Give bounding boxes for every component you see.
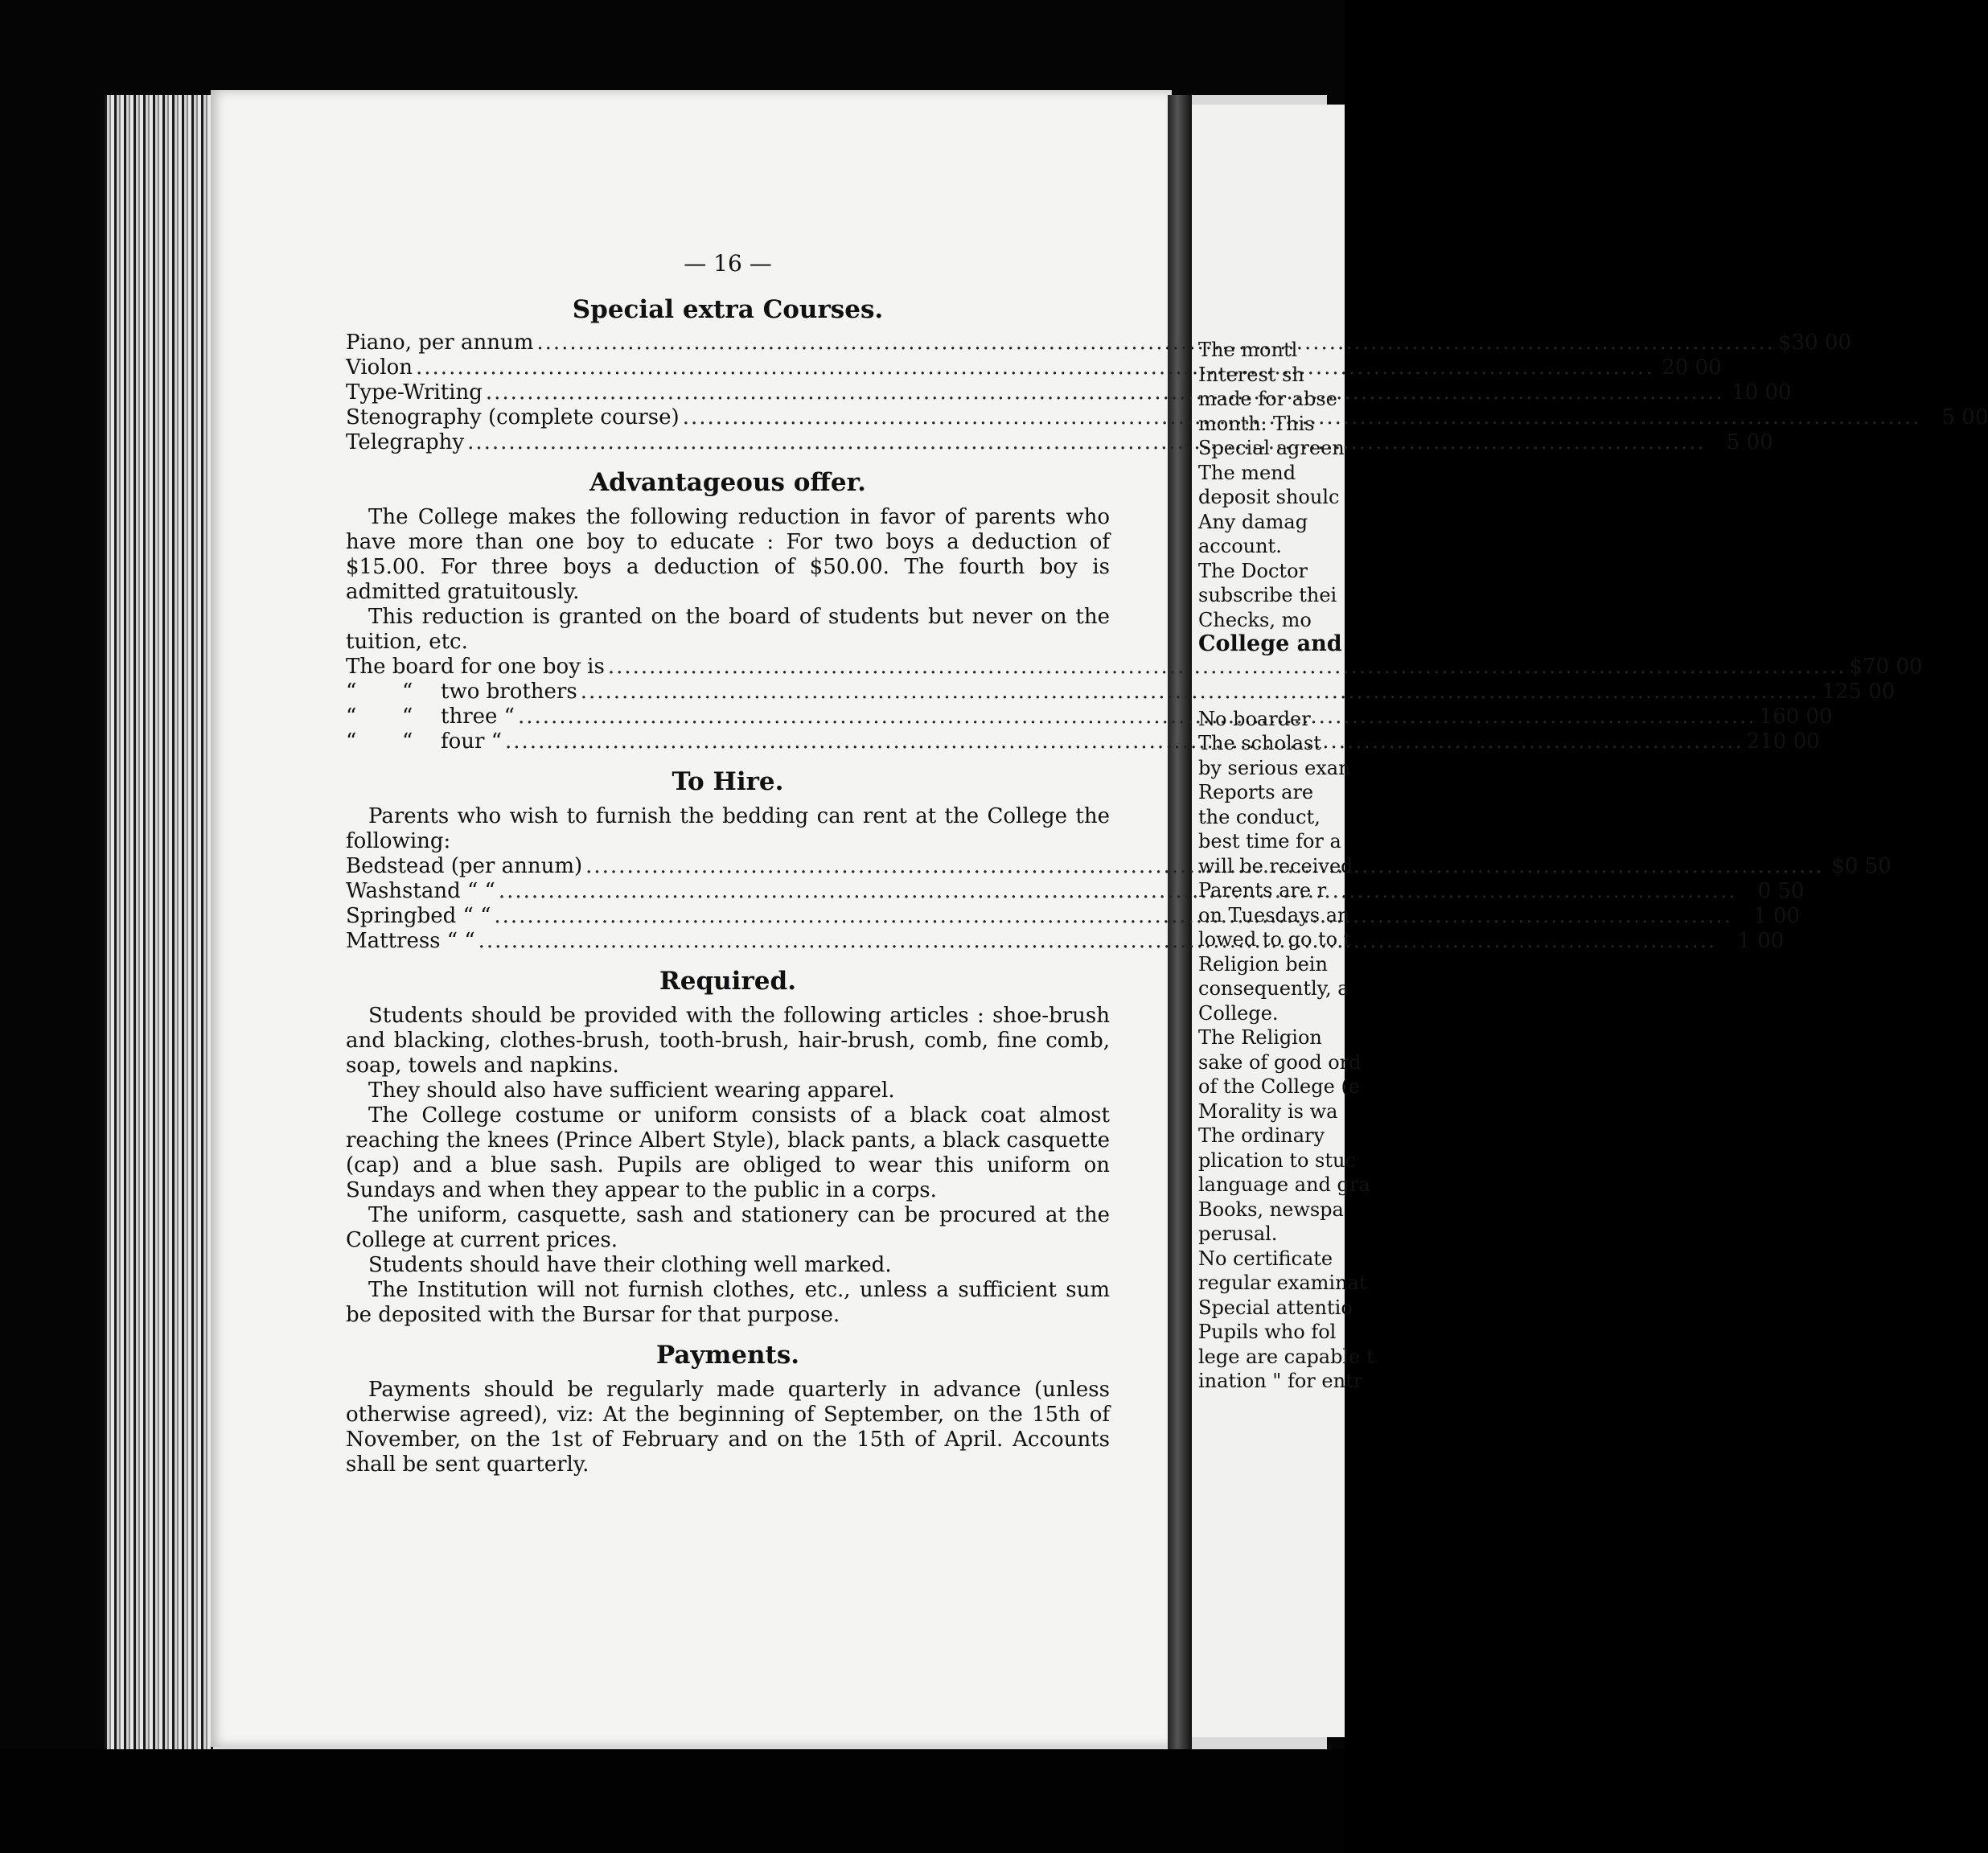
next-page-line: Religion bein	[1198, 952, 1328, 976]
hire-row: Bedstead (per annum) ..... $0 50	[346, 854, 1110, 879]
hire-row: Washstand “ “ ..... 0 50	[346, 879, 1110, 904]
required-paragraph: Students should be provided with the following articles : shoe-brush and blacking, clothes-brush, tooth-brush, hair-brush, comb, fine comb, soap, towels and napkins.	[346, 1004, 1110, 1078]
next-page-line: No boarder	[1198, 707, 1311, 730]
next-page-line: sake of good ord	[1198, 1050, 1362, 1074]
next-page-line: Reports are	[1198, 781, 1314, 803]
next-page-line: best time for a	[1198, 830, 1341, 853]
special-courses-heading: Special extra Courses.	[572, 295, 884, 324]
hire-row: Mattress “ “ ..... 1 00	[346, 929, 1110, 954]
next-page-line: of the College (e	[1198, 1075, 1361, 1098]
next-page-line: Morality is wa	[1198, 1099, 1338, 1123]
next-page-line: regular examinat	[1198, 1272, 1367, 1294]
to-hire-heading: To Hire.	[672, 767, 784, 796]
price-row: Stenography (complete course) ..... 5 00	[346, 405, 1110, 430]
next-page-line: the conduct,	[1198, 805, 1321, 828]
next-page-line: consequently, a	[1198, 977, 1349, 1000]
board-row: “ “ two brothers ..... 125 00	[346, 680, 1110, 705]
payments-paragraph: Payments should be regularly made quarterly in advance (unless otherwise agreed), viz: At the beginning of September, on the 15th of November, on the 1st of February and on the 15th of April. Accounts shall be sent quarterly.	[346, 1378, 1110, 1477]
next-page-line: The ordinary	[1198, 1124, 1325, 1147]
next-page-line: The Doctor	[1198, 559, 1308, 582]
next-page-line: Special attentio	[1198, 1296, 1353, 1319]
next-page-line: ination " for entr	[1198, 1370, 1363, 1392]
next-page-line: month. This	[1198, 412, 1315, 435]
next-page-line: made for abse	[1198, 388, 1337, 410]
next-page-line: College.	[1198, 1001, 1279, 1025]
next-page-line: Checks, mo	[1198, 608, 1312, 631]
next-page-text	[1198, 338, 1374, 1394]
next-page-line: on Tuesdays an	[1198, 903, 1350, 926]
next-page-line: No certificate	[1198, 1247, 1333, 1270]
next-page-line: perusal.	[1198, 1222, 1278, 1245]
next-page-line: Any damag	[1198, 510, 1308, 533]
payments-heading: Payments.	[655, 1341, 800, 1370]
next-page-line: account.	[1198, 535, 1282, 557]
next-page-line: Books, newspa	[1198, 1198, 1344, 1221]
next-page-line: by serious exan	[1198, 756, 1351, 779]
next-page-line: Pupils who fol	[1198, 1321, 1337, 1343]
next-page-line: language and gra	[1198, 1173, 1370, 1196]
page-number: — 16 —	[684, 250, 772, 277]
next-page-line: College and	[1198, 631, 1342, 656]
board-row: “ “ three “ ..... 160 00	[346, 705, 1110, 729]
hire-paragraph: Parents who wish to furnish the bedding can rent at the College the following:	[346, 804, 1110, 853]
board-row: The board for one boy is ..... $70 00	[346, 655, 1110, 680]
next-page-line: Parents are r	[1198, 879, 1327, 902]
next-page-line: Special agreen	[1198, 437, 1345, 459]
required-heading: Required.	[659, 967, 796, 996]
hire-row: Springbed “ “ ..... 1 00	[346, 904, 1110, 929]
next-page-line: will be received	[1198, 854, 1353, 877]
required-paragraph: The College costume or uniform consists of a black coat almost reaching the knees (Prince Albert Style), black pants, a black casquette (cap) and a blue sash. Pupils are obliged to wear this uniform on Sundays and when they appear to the public in a corps.	[346, 1103, 1110, 1202]
required-paragraph: The Institution will not furnish clothes, etc., unless a sufficient sum be deposited with the Bursar for that purpose.	[346, 1278, 1110, 1327]
next-page-line: The Religion	[1198, 1026, 1322, 1049]
price-row: Telegraphy ..... 5 00	[346, 430, 1110, 455]
next-page-line: The mend	[1198, 461, 1296, 484]
offer-paragraph: The College makes the following reduction in favor of parents who have more than one boy to educate : For two boys a deduction of $15.00. For three boys a deduction of $50.00. The fourth boy is admitted gratuitously.	[346, 505, 1110, 604]
price-row: Violon ..... 20 00	[346, 355, 1110, 380]
next-page-line: lowed to go to t	[1198, 928, 1352, 951]
next-page-line: lege are capable t	[1198, 1345, 1374, 1368]
next-page-line: plication to stuc	[1198, 1148, 1356, 1172]
required-paragraph: Students should have their clothing well marked.	[368, 1253, 892, 1277]
next-page-line: deposit shoulc	[1198, 486, 1340, 508]
advantageous-offer-heading: Advantageous offer.	[589, 468, 866, 497]
required-paragraph: They should also have sufficient wearing apparel.	[368, 1079, 895, 1103]
required-paragraph: The uniform, casquette, sash and stationery can be procured at the College at current prices.	[346, 1203, 1110, 1252]
next-page-line: Interest sh	[1198, 363, 1304, 386]
board-row: “ “ four “ ..... 210 00	[346, 729, 1110, 754]
price-row: Piano, per annum ..... $30 00	[346, 331, 1110, 355]
next-page-line: The montl	[1198, 339, 1298, 361]
price-row: Type-Writing ..... 10 00	[346, 380, 1110, 405]
scan-bottom-edge	[0, 1749, 1345, 1853]
page-edges	[105, 95, 213, 1752]
offer-paragraph: This reduction is granted on the board of students but never on the tuition, etc.	[346, 605, 1110, 654]
next-page-line: The scholast	[1198, 732, 1321, 754]
next-page-line: subscribe thei	[1198, 584, 1337, 606]
